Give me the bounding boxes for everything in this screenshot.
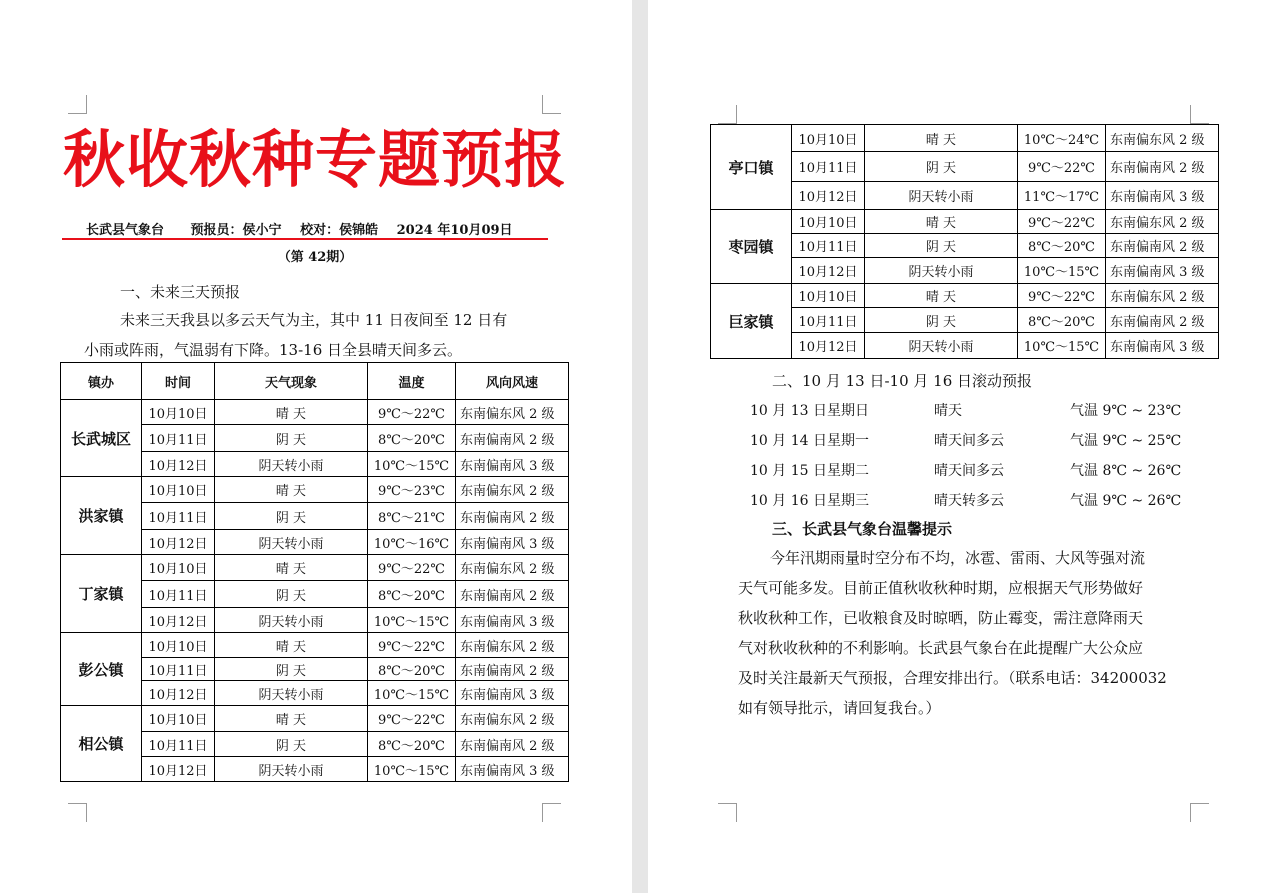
weather-cell: 阴 天 xyxy=(215,503,368,530)
warm-tips-line: 今年汛期雨量时空分布不均，冰雹、雷雨、大风等强对流 xyxy=(770,549,1146,567)
date-cell: 10月10日 xyxy=(142,555,215,581)
date-cell: 10月10日 xyxy=(142,400,215,425)
temp-cell: 10℃～16℃ xyxy=(368,530,456,555)
table-row xyxy=(711,125,1219,152)
forecast-weather: 晴天转多云 xyxy=(934,493,1004,509)
temp-cell: 10℃～15℃ xyxy=(1018,333,1106,359)
weather-cell: 晴 天 xyxy=(865,210,1018,234)
weather-cell: 阴天转小雨 xyxy=(215,530,368,555)
forecast-weather: 晴天 xyxy=(934,403,962,419)
wind-cell: 东南偏南风 3 级 xyxy=(456,530,569,555)
col-header-temp: 温度 xyxy=(368,363,456,400)
date-cell: 10月11日 xyxy=(142,425,215,452)
warm-tips-line: 秋收秋种工作，已收粮食及时晾晒，防止霉变，需注意降雨天 xyxy=(738,609,1144,627)
wind-cell: 东南偏南风 3 级 xyxy=(1106,258,1219,284)
temp-cell: 9℃～22℃ xyxy=(368,633,456,658)
wind-cell: 东南偏东风 2 级 xyxy=(1106,284,1219,308)
weather-cell: 阴 天 xyxy=(865,308,1018,333)
wind-cell: 东南偏东风 2 级 xyxy=(1106,210,1219,234)
wind-cell: 东南偏东风 2 级 xyxy=(456,633,569,658)
weather-cell: 晴 天 xyxy=(215,555,368,581)
weather-cell: 阴天转小雨 xyxy=(865,182,1018,210)
wind-cell: 东南偏南风 3 级 xyxy=(456,757,569,782)
weather-cell: 晴 天 xyxy=(215,477,368,503)
weather-cell: 晴 天 xyxy=(215,633,368,658)
date-cell: 10月12日 xyxy=(142,608,215,633)
warm-tips-line: 气对秋收秋种的不利影响。长武县气象台在此提醒广大公众应 xyxy=(738,639,1144,657)
wind-cell: 东南偏南风 2 级 xyxy=(1106,234,1219,258)
crop-mark xyxy=(542,95,561,114)
wind-cell: 东南偏东风 2 级 xyxy=(456,555,569,581)
temp-cell: 9℃～23℃ xyxy=(368,477,456,503)
forecast-temp: 气温 9℃ ~ 25℃ xyxy=(1070,433,1182,449)
table-row xyxy=(711,210,1219,234)
wind-cell: 东南偏东风 2 级 xyxy=(1106,125,1219,152)
temp-cell: 9℃～22℃ xyxy=(1018,284,1106,308)
issue-date: 2024 年10月09日 xyxy=(396,223,513,238)
wind-cell: 东南偏东风 2 级 xyxy=(456,477,569,503)
town-name-cell: 丁家镇 xyxy=(61,555,142,633)
wind-cell: 东南偏南风 3 级 xyxy=(456,452,569,477)
weather-cell: 晴 天 xyxy=(865,125,1018,152)
weather-cell: 阴 天 xyxy=(215,425,368,452)
crop-mark xyxy=(68,95,87,114)
temp-cell: 10℃～15℃ xyxy=(368,681,456,706)
date-cell: 10月11日 xyxy=(142,658,215,681)
weather-cell: 阴 天 xyxy=(215,732,368,757)
date-cell: 10月11日 xyxy=(792,152,865,182)
col-header-weather: 天气现象 xyxy=(215,363,368,400)
crop-mark xyxy=(68,803,87,822)
forecast-weather: 晴天间多云 xyxy=(934,433,1004,449)
forecast-temp: 气温 8℃ ~ 26℃ xyxy=(1070,463,1182,479)
temp-cell: 8℃～20℃ xyxy=(368,658,456,681)
forecast-day: 10 月 14 日星期一 xyxy=(750,433,869,449)
date-cell: 10月12日 xyxy=(142,757,215,782)
table-row xyxy=(711,284,1219,308)
date-cell: 10月11日 xyxy=(792,308,865,333)
wind-cell: 东南偏南风 2 级 xyxy=(456,503,569,530)
temp-cell: 8℃～20℃ xyxy=(368,732,456,757)
date-cell: 10月12日 xyxy=(142,530,215,555)
crop-mark xyxy=(718,105,737,124)
warm-tips-line: 天气可能多发。目前正值秋收秋种时期，应根据天气形势做好 xyxy=(738,579,1144,597)
date-cell: 10月10日 xyxy=(142,633,215,658)
crop-mark xyxy=(718,803,737,822)
date-cell: 10月10日 xyxy=(142,706,215,732)
weather-cell: 阴天转小雨 xyxy=(865,333,1018,359)
forecast-day: 10 月 16 日星期三 xyxy=(750,493,869,509)
checker-name: 校对：侯锦皓 xyxy=(300,223,379,238)
temp-cell: 10℃～15℃ xyxy=(368,452,456,477)
document-title: 秋收秋种专题预报 xyxy=(62,123,567,196)
crop-mark xyxy=(1190,105,1209,124)
weather-cell: 阴天转小雨 xyxy=(215,608,368,633)
forecast-table xyxy=(60,362,569,782)
wind-cell: 东南偏南风 2 级 xyxy=(456,581,569,608)
document-page-1 xyxy=(0,0,632,893)
section3-heading: 三、长武县气象台温馨提示 xyxy=(772,520,953,538)
weather-cell: 阴天转小雨 xyxy=(865,258,1018,284)
date-cell: 10月12日 xyxy=(142,452,215,477)
date-cell: 10月12日 xyxy=(792,333,865,359)
forecast-weather: 晴天间多云 xyxy=(934,463,1004,479)
temp-cell: 8℃～20℃ xyxy=(1018,234,1106,258)
temp-cell: 10℃～15℃ xyxy=(1018,258,1106,284)
temp-cell: 10℃～24℃ xyxy=(1018,125,1106,152)
town-name-cell: 巨家镇 xyxy=(711,284,792,359)
town-name-cell: 枣园镇 xyxy=(711,210,792,284)
table-row xyxy=(61,477,569,503)
weather-cell: 阴天转小雨 xyxy=(215,681,368,706)
town-name-cell: 相公镇 xyxy=(61,706,142,782)
table-row xyxy=(61,555,569,581)
section1-para-line1: 未来三天我县以多云天气为主，其中 11 日夜间至 12 日有 xyxy=(120,311,508,329)
issue-number: （第 42期） xyxy=(277,250,353,265)
page-gutter xyxy=(632,0,648,893)
warm-tips-line: 如有领导批示，请回复我台。） xyxy=(738,699,941,717)
forecast-temp: 气温 9℃ ~ 26℃ xyxy=(1070,493,1182,509)
temp-cell: 9℃～22℃ xyxy=(368,400,456,425)
forecast-table-continued-body xyxy=(711,125,1219,359)
wind-cell: 东南偏东风 2 级 xyxy=(456,400,569,425)
table-row xyxy=(61,633,569,658)
temp-cell: 8℃～21℃ xyxy=(368,503,456,530)
wind-cell: 东南偏东风 2 级 xyxy=(456,706,569,732)
temp-cell: 9℃～22℃ xyxy=(368,555,456,581)
town-name-cell: 彭公镇 xyxy=(61,633,142,706)
temp-cell: 9℃～22℃ xyxy=(368,706,456,732)
town-name-cell: 亭口镇 xyxy=(711,125,792,210)
date-cell: 10月12日 xyxy=(142,681,215,706)
table-header-row xyxy=(61,363,569,400)
temp-cell: 9℃～22℃ xyxy=(1018,152,1106,182)
date-cell: 10月10日 xyxy=(142,477,215,503)
col-header-wind: 风向风速 xyxy=(456,363,569,400)
wind-cell: 东南偏南风 2 级 xyxy=(456,425,569,452)
town-name-cell: 长武城区 xyxy=(61,400,142,477)
date-cell: 10月11日 xyxy=(142,732,215,757)
date-cell: 10月10日 xyxy=(792,284,865,308)
wind-cell: 东南偏南风 2 级 xyxy=(456,658,569,681)
section1-para-line2: 小雨或阵雨，气温弱有下降。13-16 日全县晴天间多云。 xyxy=(84,341,463,359)
weather-cell: 晴 天 xyxy=(865,284,1018,308)
temp-cell: 8℃～20℃ xyxy=(1018,308,1106,333)
forecast-temp: 气温 9℃ ~ 23℃ xyxy=(1070,403,1182,419)
temp-cell: 11℃～17℃ xyxy=(1018,182,1106,210)
table-row xyxy=(61,400,569,425)
weather-cell: 阴天转小雨 xyxy=(215,757,368,782)
crop-mark xyxy=(1190,803,1209,822)
crop-mark xyxy=(542,803,561,822)
date-cell: 10月10日 xyxy=(792,125,865,152)
table-row xyxy=(61,706,569,732)
temp-cell: 9℃～22℃ xyxy=(1018,210,1106,234)
col-header-town: 镇办 xyxy=(61,363,142,400)
wind-cell: 东南偏南风 2 级 xyxy=(1106,152,1219,182)
wind-cell: 东南偏南风 3 级 xyxy=(1106,182,1219,210)
title-rule xyxy=(62,238,548,240)
weather-cell: 阴天转小雨 xyxy=(215,452,368,477)
weather-cell: 晴 天 xyxy=(215,400,368,425)
forecast-day: 10 月 15 日星期二 xyxy=(750,463,869,479)
temp-cell: 10℃～15℃ xyxy=(368,757,456,782)
forecast-day: 10 月 13 日星期日 xyxy=(750,403,869,419)
date-cell: 10月10日 xyxy=(792,210,865,234)
agency-name: 长武县气象台 xyxy=(86,223,165,238)
date-cell: 10月12日 xyxy=(792,182,865,210)
temp-cell: 10℃～15℃ xyxy=(368,608,456,633)
weather-cell: 阴 天 xyxy=(865,152,1018,182)
temp-cell: 8℃～20℃ xyxy=(368,425,456,452)
wind-cell: 东南偏南风 3 级 xyxy=(456,681,569,706)
date-cell: 10月11日 xyxy=(142,581,215,608)
date-cell: 10月12日 xyxy=(792,258,865,284)
byline xyxy=(86,219,535,238)
wind-cell: 东南偏南风 2 级 xyxy=(1106,308,1219,333)
forecast-table-body xyxy=(61,400,569,782)
date-cell: 10月11日 xyxy=(792,234,865,258)
weather-cell: 阴 天 xyxy=(215,658,368,681)
town-name-cell: 洪家镇 xyxy=(61,477,142,555)
date-cell: 10月11日 xyxy=(142,503,215,530)
warm-tips-line: 及时关注最新天气预报，合理安排出行。（联系电话：34200032 xyxy=(738,669,1167,687)
wind-cell: 东南偏南风 3 级 xyxy=(1106,333,1219,359)
forecast-table-continued xyxy=(710,124,1219,359)
forecaster-name: 预报员：侯小宁 xyxy=(190,223,282,238)
weather-cell: 晴 天 xyxy=(215,706,368,732)
section2-heading: 二、10 月 13 日-10 月 16 日滚动预报 xyxy=(772,372,1033,390)
wind-cell: 东南偏南风 3 级 xyxy=(456,608,569,633)
wind-cell: 东南偏南风 2 级 xyxy=(456,732,569,757)
temp-cell: 8℃～20℃ xyxy=(368,581,456,608)
weather-cell: 阴 天 xyxy=(215,581,368,608)
weather-cell: 阴 天 xyxy=(865,234,1018,258)
col-header-time: 时间 xyxy=(142,363,215,400)
section1-heading: 一、未来三天预报 xyxy=(120,283,241,301)
